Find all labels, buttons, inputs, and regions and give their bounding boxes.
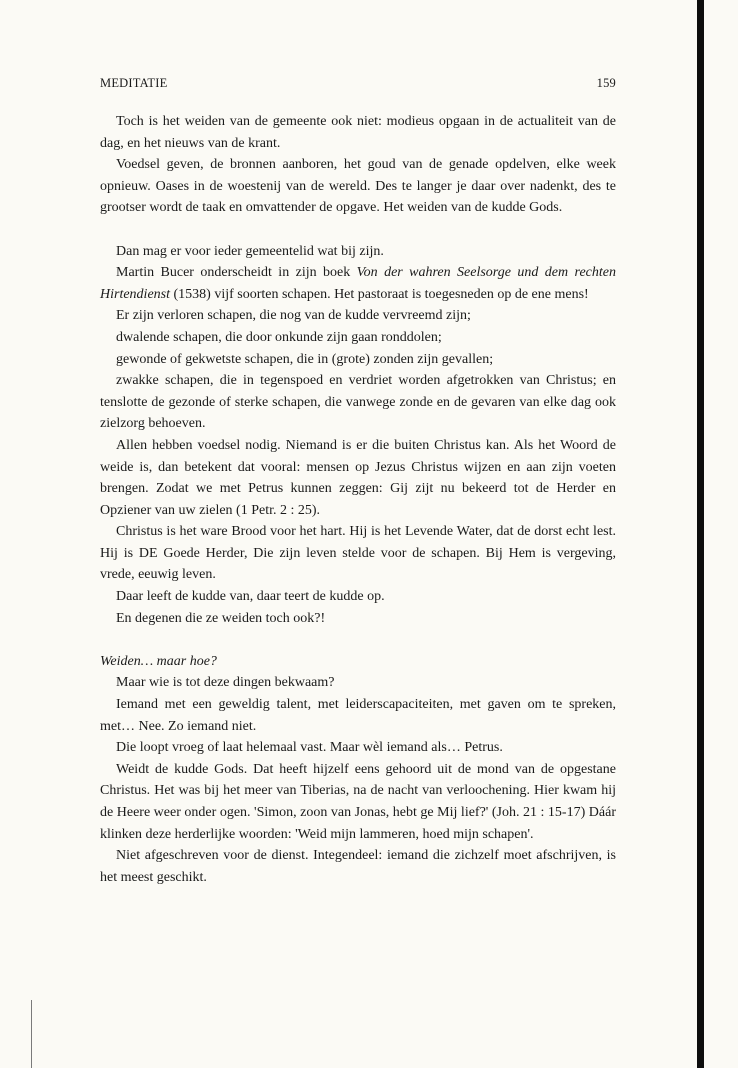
paragraph: Maar wie is tot deze dingen bekwaam? — [116, 675, 335, 691]
scan-edge-left — [31, 1000, 32, 1068]
body-text — [100, 111, 616, 888]
paragraph — [100, 262, 616, 305]
paragraph: Voedsel geven, de bronnen aanboren, het goud van de genade opdelven, elke week opnieuw. Oases in de woestenij van de wereld. Des te langer je daar over nadenkt, des te grootser wordt de taak en omvattender de opgave. Het weiden van de kudde Gods. — [100, 157, 616, 216]
paragraph: En degenen die ze weiden toch ook?! — [116, 610, 326, 626]
paragraph: Niet afgeschreven voor de dienst. Integendeel: iemand die zichzelf moet afschrijven, is het meest geschikt. — [100, 848, 616, 885]
page-number: 159 — [596, 76, 616, 90]
text-span: Martin Bucer onderscheidt in zijn boek — [116, 265, 357, 281]
list-item: zwakke schapen, die in tegenspoed en verdriet worden afgetrokken van Christus; en tenslotte de gezonde of sterke schapen, die vanwege zonde en de gevaren van elke dag ook zielzorg behoeven. — [100, 373, 616, 432]
list-item: gewonde of gekwetste schapen, die in (grote) zonden zijn gevallen; — [116, 351, 494, 367]
scan-edge-right — [697, 0, 704, 1068]
text-span: (1538) vijf soorten schapen. Het pastoraat is toegesneden op de ene mens! — [170, 286, 589, 302]
paragraph: Dan mag er voor ieder gemeentelid wat bij zijn. — [116, 243, 384, 259]
book-title: Von der wahren Seelsorge und dem rechten Hirtendienst — [100, 265, 616, 302]
section-heading: Weiden… maar hoe? — [100, 653, 217, 669]
paragraph: Daar leeft de kudde van, daar teert de kudde op. — [116, 589, 385, 605]
list-item: dwalende schapen, die door onkunde zijn gaan ronddolen; — [116, 329, 442, 345]
paragraph: Toch is het weiden van de gemeente ook niet: modieus opgaan in de actualiteit van de dag, en het nieuws van de krant. — [100, 114, 616, 151]
paragraph: Iemand met een geweldig talent, met leiderscapaciteiten, met gaven om te spreken, met… Nee. Zo iemand niet. — [100, 697, 616, 734]
running-title: MEDITATIE — [100, 76, 168, 90]
paragraph: Die loopt vroeg of laat helemaal vast. Maar wèl iemand als… Petrus. — [116, 740, 503, 756]
paragraph: Weidt de kudde Gods. Dat heeft hijzelf eens gehoord uit de mond van de opgestane Christus. Het was bij het meer van Tiberias, na de nacht van verloochening. Hier kwam hij de Heere weer onder ogen. 'Simon, zoon van Jonas, hebt ge Mij lief?' (Joh. 21 : 15-17) Dáár klinken deze herderlijke woorden: 'Weid mijn lammeren, hoed mijn schapen'. — [100, 761, 616, 842]
list-item: Er zijn verloren schapen, die nog van de kudde vervreemd zijn; — [116, 308, 471, 324]
paragraph: Christus is het ware Brood voor het hart. Hij is het Levende Water, dat de dorst echt lest. Hij is DE Goede Herder, Die zijn leven stelde voor de schapen. Bij Hem is vergeving, vrede, eeuwig leven. — [100, 524, 616, 583]
paragraph: Allen hebben voedsel nodig. Niemand is er die buiten Christus kan. Als het Woord de weide is, dan betekent dat vooral: mensen op Jezus Christus wijzen en aan zijn voeten brengen. Zodat we met Petrus kunnen zeggen: Gij zijt nu bekeerd tot de Herder en Opziener van uw zielen (1 Petr. 2 : 25). — [100, 437, 616, 518]
